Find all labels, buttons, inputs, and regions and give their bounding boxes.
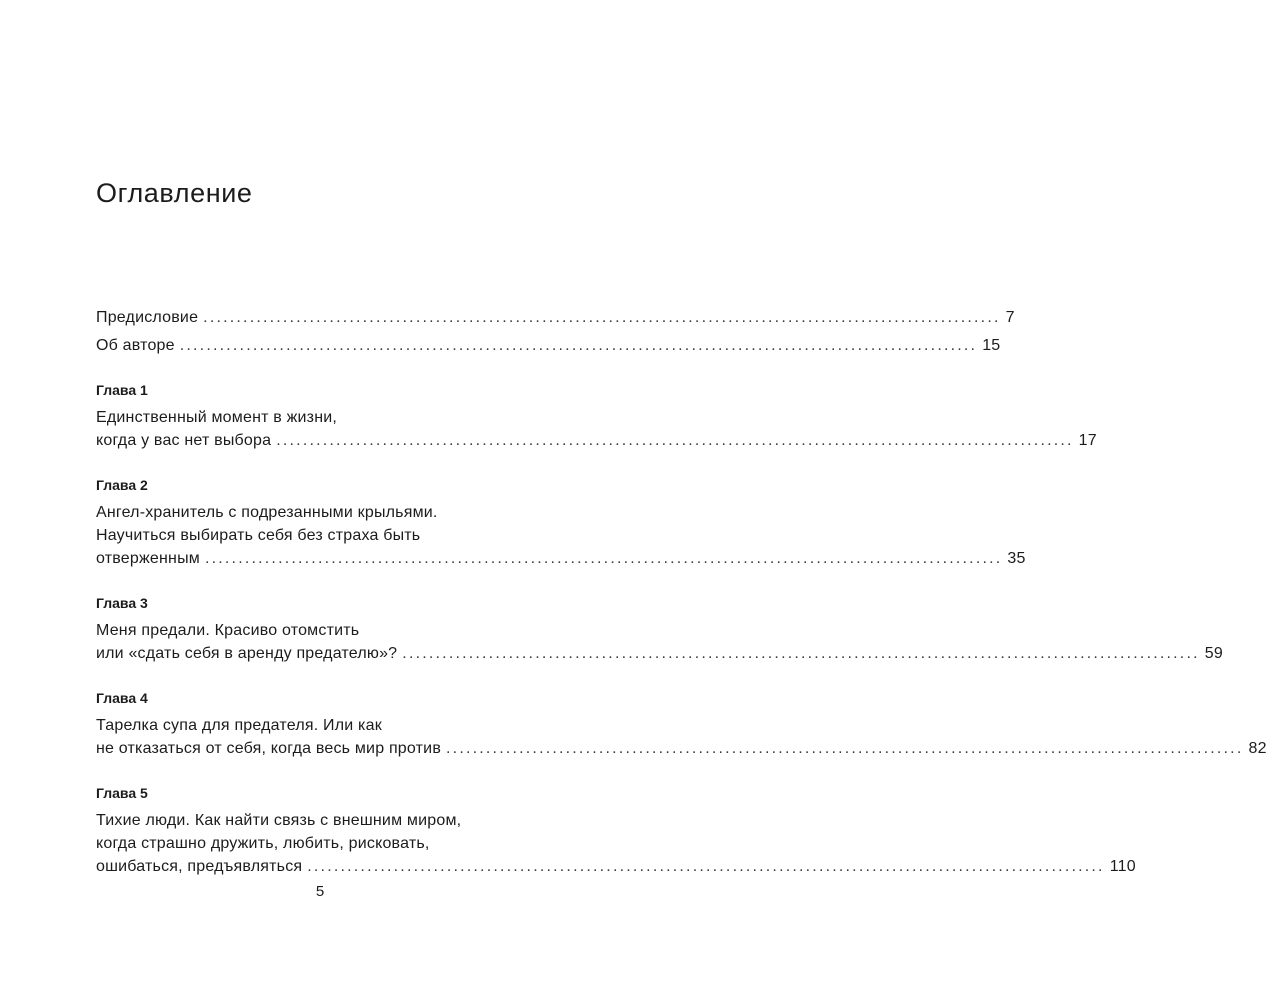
toc-entry-foreword[interactable] bbox=[96, 306, 1015, 329]
toc-chapter-2 bbox=[96, 476, 1026, 570]
entry-page-number: 59 bbox=[1204, 645, 1223, 662]
toc-chapter-4 bbox=[96, 689, 1267, 760]
chapter-title-line bbox=[96, 501, 548, 524]
chapter-title-line bbox=[96, 832, 548, 855]
chapter-title-line bbox=[96, 855, 1136, 878]
toc-chapter-1 bbox=[96, 381, 1097, 452]
chapter-title-line bbox=[96, 429, 1097, 452]
entry-label: Предисловие bbox=[96, 309, 199, 326]
toc-chapter-3 bbox=[96, 594, 1223, 665]
chapter-title-link[interactable] bbox=[96, 619, 1223, 665]
entry-label: Об авторе bbox=[96, 337, 175, 354]
entry-page-number: 17 bbox=[1078, 432, 1097, 449]
entry-page-number: 15 bbox=[982, 337, 1001, 354]
chapter-title-text: или «сдать себя в аренду предателю»? bbox=[96, 645, 398, 662]
dot-leader: ........................................................................................................................ bbox=[204, 550, 1003, 567]
page-title: Оглавление bbox=[96, 178, 253, 208]
table-of-contents bbox=[96, 306, 1267, 878]
chapter-title-text: Тихие люди. Как найти связь с внешним миром, bbox=[96, 812, 462, 829]
entry-page-number: 7 bbox=[1005, 309, 1015, 326]
chapter-label: Глава 4 bbox=[96, 690, 148, 706]
chapter-title-link[interactable] bbox=[96, 501, 1026, 570]
chapter-title-link[interactable] bbox=[96, 714, 1267, 760]
chapter-title-text: Меня предали. Красиво отомстить bbox=[96, 622, 360, 639]
chapter-title-line bbox=[96, 714, 548, 737]
chapter-title-text: когда у вас нет выбора bbox=[96, 432, 272, 449]
dot-leader: ........................................................................................................................ bbox=[307, 858, 1105, 875]
toc-entry-about-author[interactable] bbox=[96, 334, 1001, 357]
chapter-title-line bbox=[96, 619, 548, 642]
chapter-title-text: когда страшно дружить, любить, рисковать, bbox=[96, 835, 430, 852]
page-number: 5 bbox=[315, 883, 325, 900]
chapter-title-text: Научиться выбирать себя без страха быть bbox=[96, 527, 421, 544]
chapter-title-line bbox=[96, 642, 1223, 665]
chapter-title-text: Ангел-хранитель с подрезанными крыльями. bbox=[96, 504, 438, 521]
chapter-title-link[interactable] bbox=[96, 406, 1097, 452]
chapter-label: Глава 3 bbox=[96, 595, 148, 611]
dot-leader: ........................................................................................................................ bbox=[276, 432, 1074, 449]
chapter-title-link[interactable] bbox=[96, 809, 1136, 878]
chapter-title-line bbox=[96, 524, 548, 547]
dot-leader: ........................................................................................................................ bbox=[446, 740, 1244, 757]
dot-leader: ........................................................................................................................ bbox=[402, 645, 1200, 662]
chapter-label: Глава 5 bbox=[96, 785, 148, 801]
entry-page-number: 110 bbox=[1109, 858, 1136, 875]
chapter-label: Глава 2 bbox=[96, 477, 148, 493]
chapter-title-text: Тарелка супа для предателя. Или как bbox=[96, 717, 382, 734]
dot-leader: ........................................................................................................................ bbox=[203, 309, 1001, 326]
chapter-title-line bbox=[96, 809, 548, 832]
chapter-title-line bbox=[96, 406, 548, 429]
chapter-title-text: не отказаться от себя, когда весь мир против bbox=[96, 740, 442, 757]
chapter-label: Глава 1 bbox=[96, 382, 148, 398]
dot-leader: ........................................................................................................................ bbox=[179, 337, 978, 354]
chapter-title-text: ошибаться, предъявляться bbox=[96, 858, 303, 875]
chapter-title-line bbox=[96, 547, 1026, 570]
entry-page-number: 35 bbox=[1007, 550, 1026, 567]
chapter-title-text: отверженным bbox=[96, 550, 200, 567]
toc-chapter-5 bbox=[96, 784, 1136, 878]
chapter-title-line bbox=[96, 737, 1267, 760]
chapter-title-text: Единственный момент в жизни, bbox=[96, 409, 338, 426]
entry-page-number: 82 bbox=[1248, 740, 1267, 757]
